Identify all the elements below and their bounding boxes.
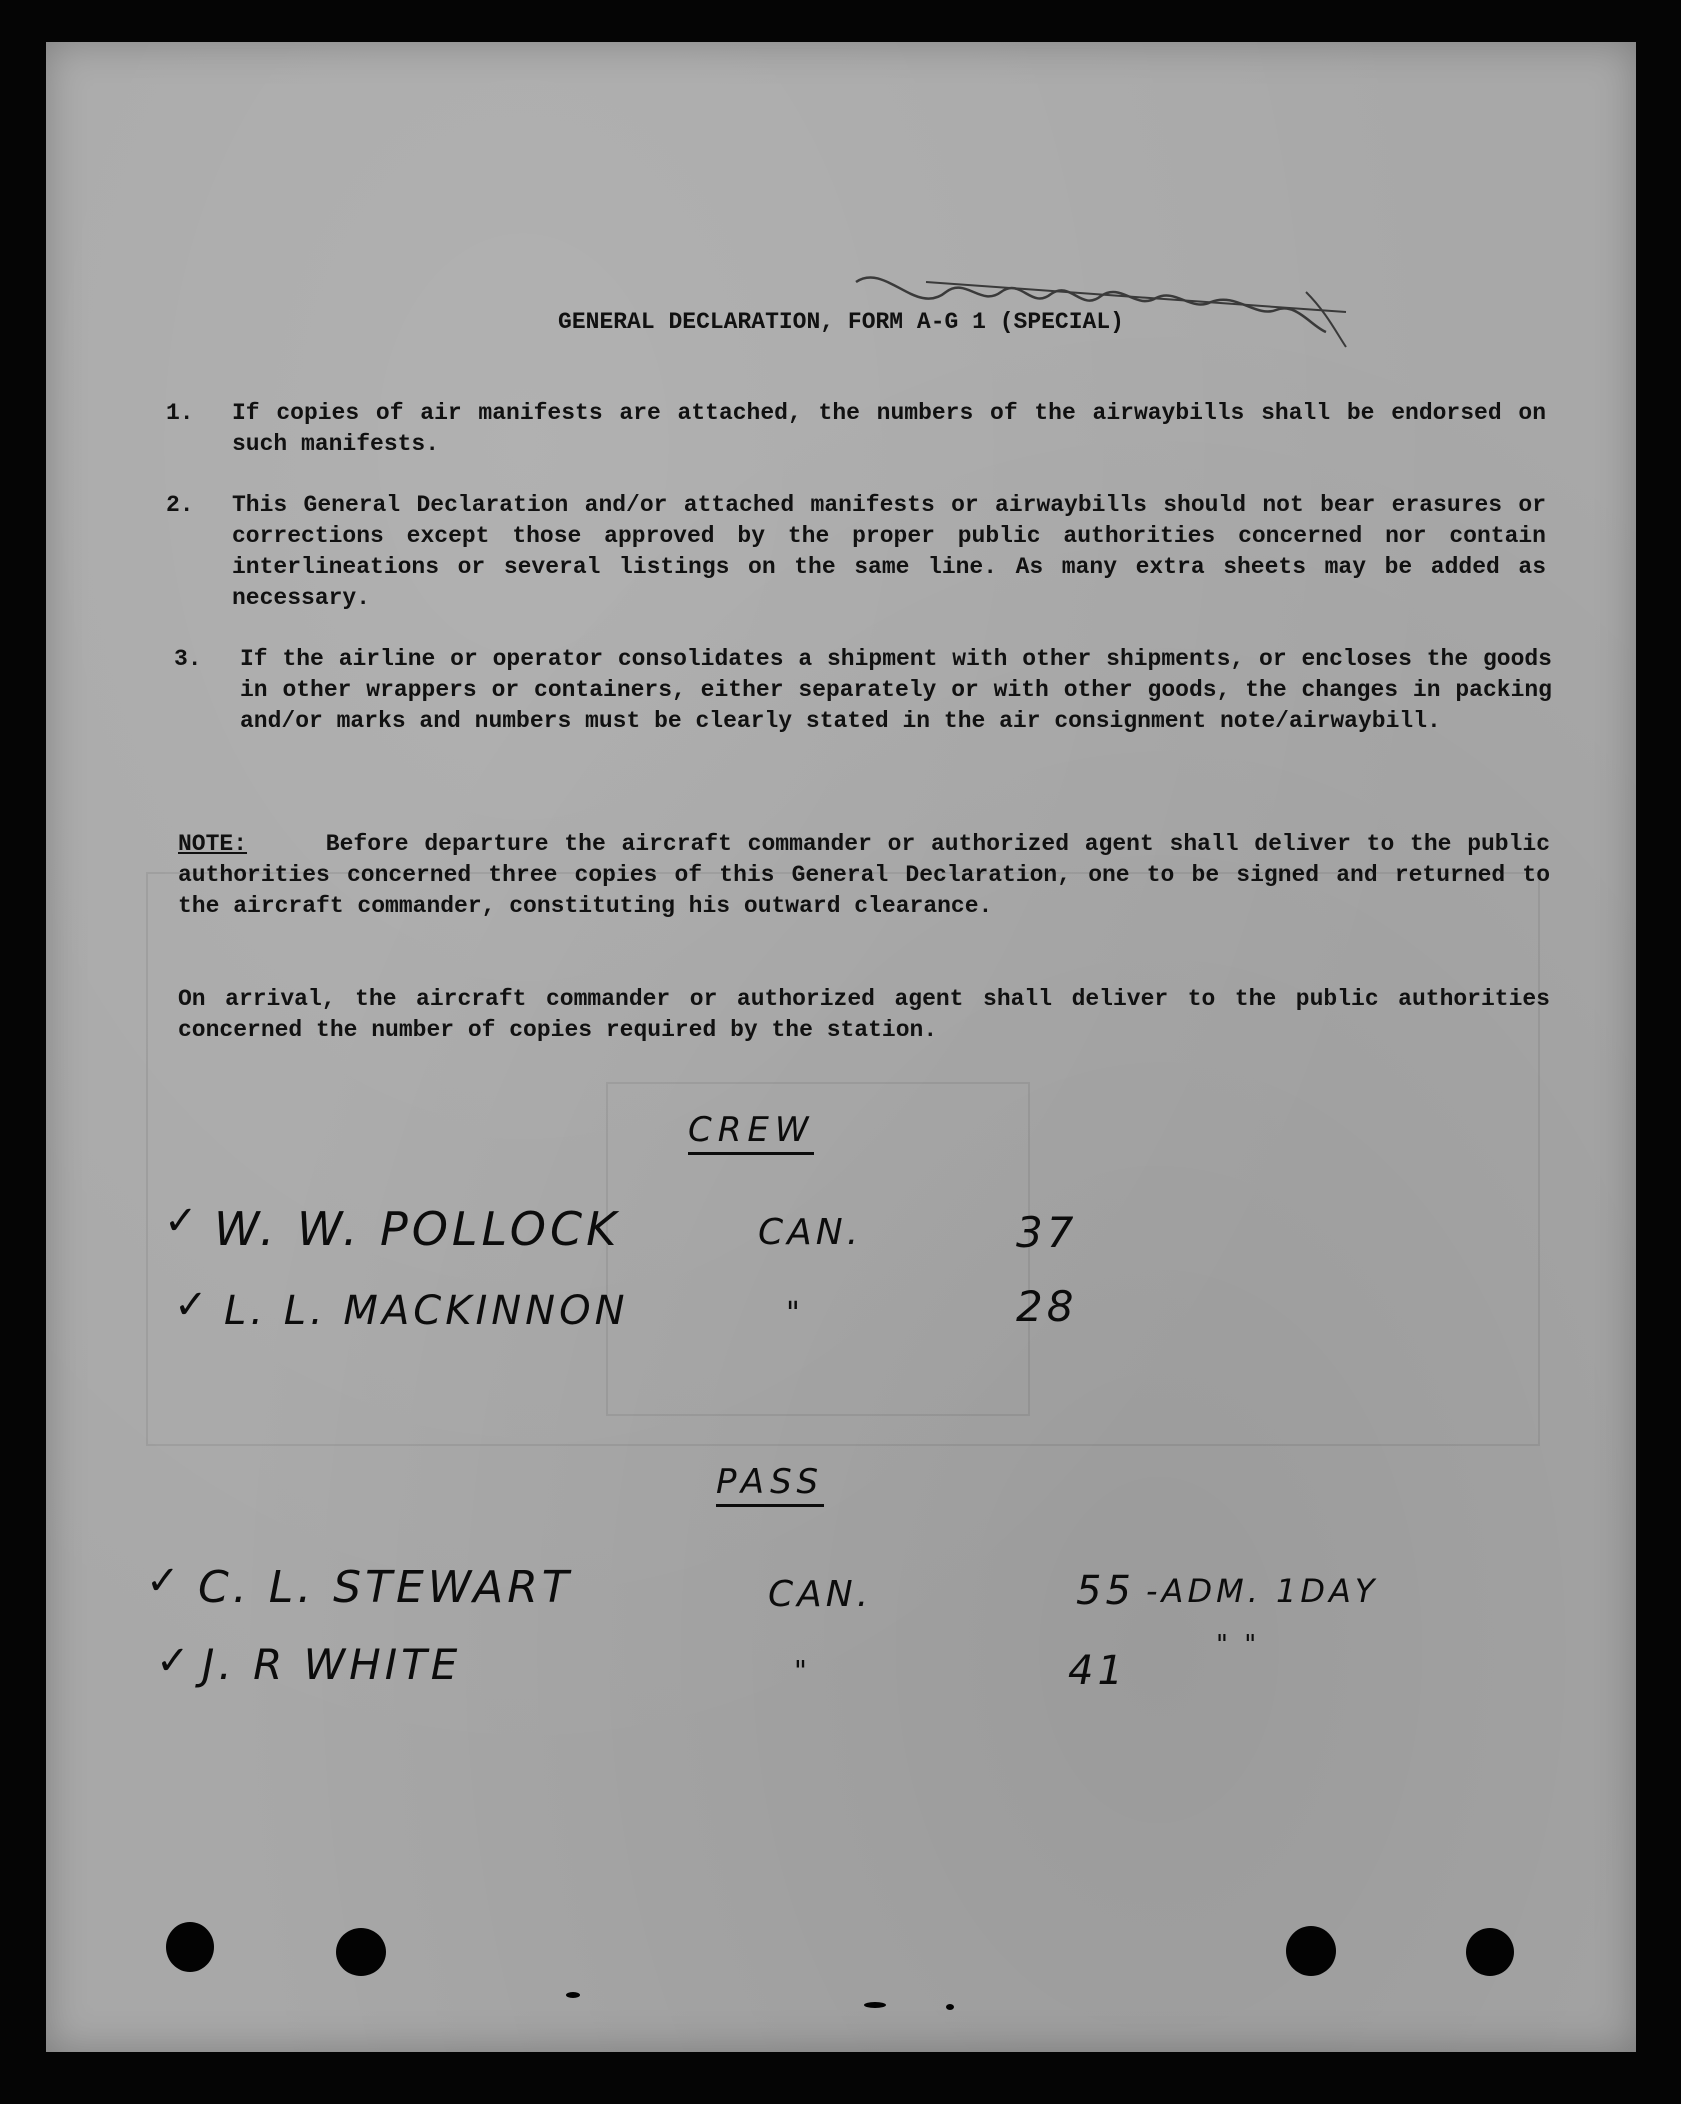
binder-hole <box>336 1928 386 1976</box>
instruction-text: If the airline or operator consolidates a shipment with other shipments, or encloses the goods in other wrappers or containers, either separately or with other goods, the changes in packing and/or marks and numbers must be clearly stated in the air consignment note/airwaybill. <box>240 646 1552 734</box>
form-title: GENERAL DECLARATION, FORM A-G 1 (SPECIAL) <box>558 309 1124 335</box>
binder-hole <box>166 1922 214 1972</box>
instruction-number: 3. <box>174 646 202 672</box>
note-label: NOTE: <box>178 831 248 857</box>
passenger-age: 41 <box>1068 1648 1127 1694</box>
crew-nationality: CAN. <box>758 1212 863 1253</box>
check-mark: ✓ <box>174 1282 212 1328</box>
passenger-remark: -ADM. 1DAY <box>1146 1572 1379 1610</box>
instruction-number: 1. <box>166 400 194 426</box>
note-paragraph <box>178 829 1550 922</box>
instruction-number: 2. <box>166 492 194 518</box>
instruction-text: This General Declaration and/or attached manifests or airwaybills should not bear erasures or corrections except those approved by the proper public authorities concerned nor contain interlineations or several listings on the same line. As many extra sheets may be added as necessary. <box>232 492 1546 611</box>
passenger-name: C. L. STEWART <box>198 1562 573 1613</box>
passengers-heading-text: PASS <box>716 1462 824 1507</box>
crew-heading <box>688 1110 814 1150</box>
note-departure-text: Before departure the aircraft commander or authorized agent shall deliver to the public authorities concerned three copies of this General Declaration, one to be signed and returned to the aircraft commander, constituting his outward clearance. <box>178 831 1551 919</box>
instruction-item <box>166 490 1546 614</box>
passengers-heading <box>716 1462 824 1502</box>
check-mark: ✓ <box>164 1198 202 1244</box>
instruction-item <box>174 644 1552 737</box>
passenger-remark: " " <box>1216 1630 1261 1660</box>
speck <box>566 1992 580 1998</box>
passenger-nationality: " <box>794 1654 811 1687</box>
crew-nationality: " <box>786 1296 804 1331</box>
crew-age: 28 <box>1016 1282 1078 1331</box>
binder-hole <box>1286 1926 1336 1976</box>
note-arrival-text: On arrival, the aircraft commander or authorized agent shall deliver to the public authorities concerned the number of copies required by the station. <box>178 986 1550 1043</box>
check-mark: ✓ <box>146 1558 184 1604</box>
instruction-text: If copies of air manifests are attached, the numbers of the airwaybills shall be endorsed on such manifests. <box>232 400 1546 457</box>
passenger-nationality: CAN. <box>768 1574 873 1615</box>
crew-name: L. L. MACKINNON <box>224 1288 629 1334</box>
speck <box>946 2004 954 2010</box>
crew-name: W. W. POLLOCK <box>214 1202 621 1256</box>
document-page <box>46 42 1636 2052</box>
instruction-item <box>166 398 1546 460</box>
check-mark: ✓ <box>156 1638 194 1684</box>
crew-age: 37 <box>1016 1208 1078 1257</box>
crew-heading-text: CREW <box>688 1110 814 1155</box>
binder-hole <box>1466 1928 1514 1976</box>
speck <box>864 2002 886 2008</box>
passenger-age: 55 <box>1076 1568 1135 1614</box>
passenger-name: J. R WHITE <box>202 1640 462 1689</box>
